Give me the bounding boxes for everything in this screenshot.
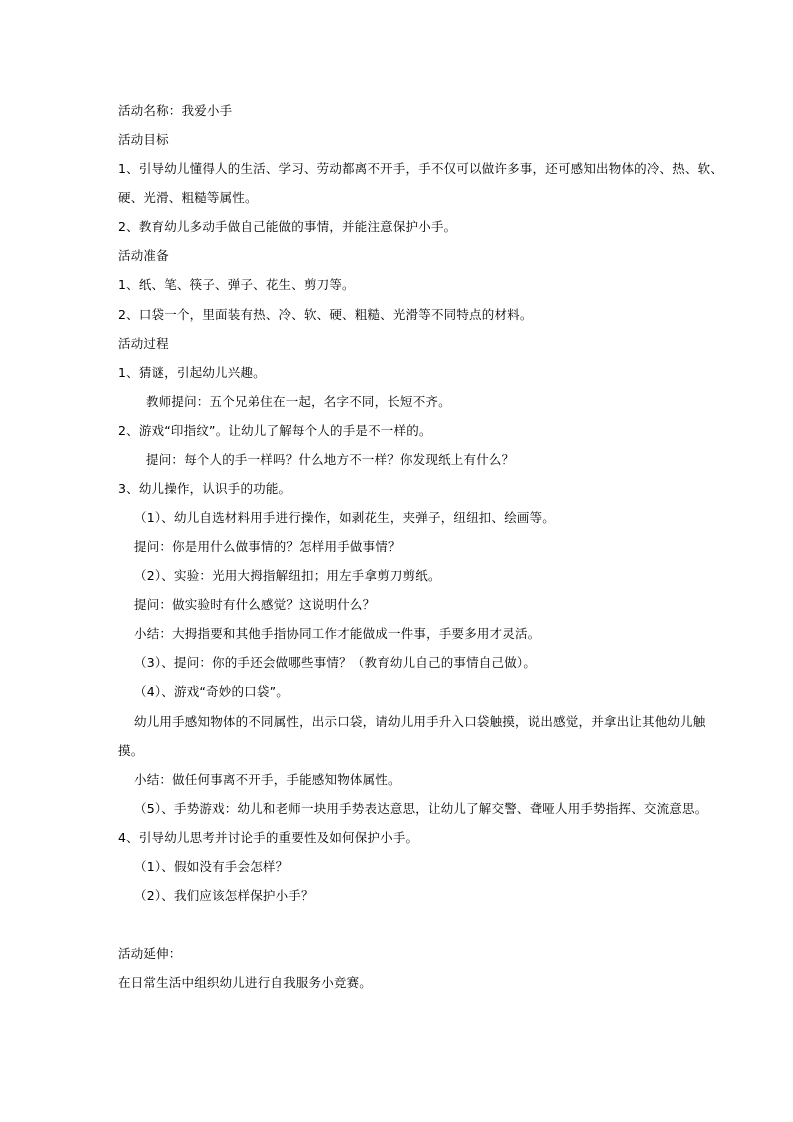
- section-heading-extension: 活动延伸：: [118, 946, 182, 961]
- extension-content: 在日常生活中组织幼儿进行自我服务小竞赛。: [118, 975, 373, 990]
- process-step-1: 1、猜谜，引起幼儿兴趣。: [118, 365, 266, 380]
- process-step-3-item-4-desc-line-2: 摸。: [118, 743, 144, 758]
- section-heading-process: 活动过程: [118, 336, 169, 351]
- section-heading-preparation: 活动准备: [118, 248, 169, 263]
- activity-name: 活动名称：我爱小手: [118, 103, 233, 118]
- section-heading-goals: 活动目标: [118, 132, 169, 147]
- goal-1-line-1: 1、引导幼儿懂得人的生活、学习、劳动都离不开手，手不仅可以做许多事，还可感知出物体的冷、热、软、: [118, 161, 724, 176]
- goal-2: 2、教育幼儿多动手做自己能做的事情，并能注意保护小手。: [118, 219, 457, 234]
- process-step-3-summary-2: 小结：做任何事离不开手，手能感知物体属性。: [134, 772, 401, 787]
- process-step-3-item-3: （3）、提问：你的手还会做哪些事情？（教育幼儿自己的事情自己做）。: [134, 655, 537, 670]
- process-step-3-item-4-desc-line-1: 幼儿用手感知物体的不同属性，出示口袋，请幼儿用手升入口袋触摸，说出感觉，并拿出让其他幼儿触: [134, 714, 706, 729]
- preparation-1: 1、纸、笔、筷子、弹子、花生、剪刀等。: [118, 277, 355, 292]
- process-step-1-question: 教师提问：五个兄弟住在一起，名字不同，长短不齐。: [146, 394, 451, 409]
- process-step-3-summary-1: 小结：大拇指要和其他手指协同工作才能做成一件事，手要多用才灵活。: [134, 626, 541, 641]
- process-step-3: 3、幼儿操作，认识手的功能。: [118, 481, 292, 496]
- process-step-2-question: 提问：每个人的手一样吗？什么地方不一样？你发现纸上有什么？: [146, 452, 515, 467]
- process-step-2: 2、游戏“印指纹”。让幼儿了解每个人的手是不一样的。: [118, 423, 432, 438]
- process-step-4-item-1: （1）、假如没有手会怎样？: [134, 859, 289, 874]
- process-step-3-item-1: （1）、幼儿自选材料用手进行操作，如剥花生，夹弹子，纽纽扣、绘画等。: [134, 510, 556, 525]
- process-step-3-item-4: （4）、游戏“奇妙的口袋”。: [134, 684, 289, 699]
- process-step-3-item-5: （5）、手势游戏：幼儿和老师一块用手势表达意思，让幼儿了解交警、聋哑人用手势指挥、交流意思。: [134, 801, 708, 816]
- process-step-4-item-2: （2）、我们应该怎样保护小手？: [134, 888, 314, 903]
- preparation-2: 2、口袋一个，里面装有热、冷、软、硬、粗糙、光滑等不同特点的材料。: [118, 307, 533, 322]
- goal-1-line-2: 硬、光滑、粗糙等属性。: [118, 190, 258, 205]
- process-step-3-question-2: 提问：做实验时有什么感觉？这说明什么？: [134, 597, 376, 612]
- process-step-3-item-2: （2）、实验：光用大拇指解纽扣；用左手拿剪刀剪纸。: [134, 568, 441, 583]
- process-step-4: 4、引导幼儿思考并讨论手的重要性及如何保护小手。: [118, 830, 419, 845]
- process-step-3-question-1: 提问：你是用什么做事情的？怎样用手做事情？: [134, 539, 401, 554]
